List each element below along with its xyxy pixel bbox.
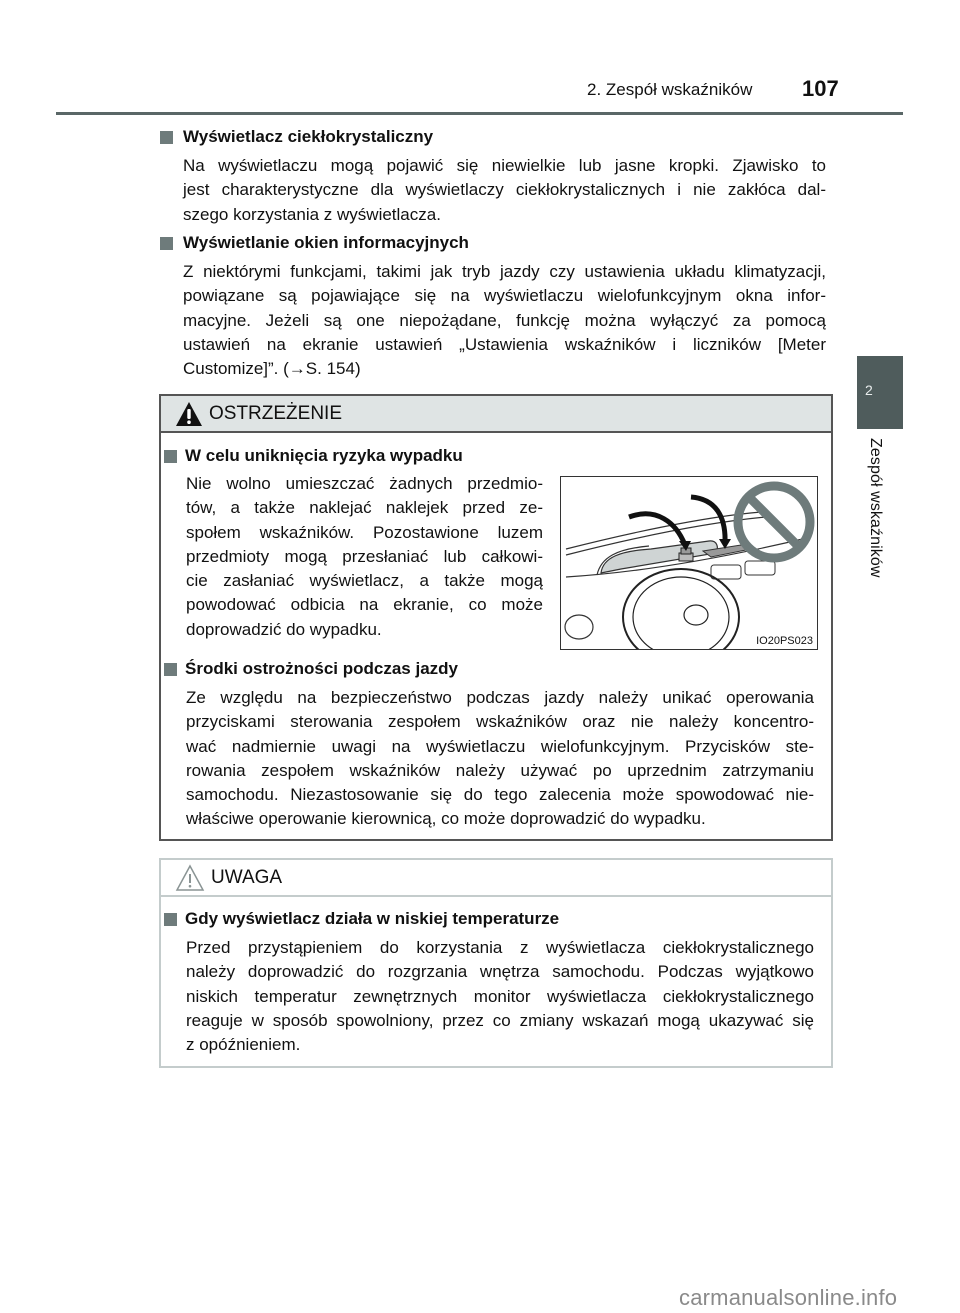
text-line: ustawień na ekranie ustawień „Ustawienia wskaźników i liczników [Meter bbox=[183, 334, 826, 354]
warning-item-heading-text: Środki ostrożności podczas jazdy bbox=[185, 659, 459, 678]
text-line: doprowadzić do wypadku. bbox=[186, 619, 382, 639]
text-line: należy doprowadzić do rozgrzania wnętrza samochodu. Podczas wyjątkowo bbox=[186, 962, 814, 982]
chapter-title: 2. Zespół wskaźników bbox=[587, 80, 753, 99]
page-reference-link[interactable]: Customize]”. (→S. 154) bbox=[183, 359, 361, 379]
figure-code: IO20PS023 bbox=[756, 635, 813, 647]
text-line: samochodu. Niezastosowanie się do tego zalecenia może spowodować nie- bbox=[186, 785, 814, 805]
text-line: wać nadmiernie uwagi na wyświetlaczu wielofunkcyjnym. Przycisków ste- bbox=[186, 736, 814, 756]
warning-triangle-filled-icon bbox=[175, 401, 203, 427]
square-bullet-icon bbox=[160, 237, 173, 250]
text-line: niskich temperatur zewnętrznych monitor wyświetlacza ciekłokrystalicznego bbox=[186, 986, 814, 1006]
caution-box-header bbox=[161, 860, 831, 897]
section-heading-text: Wyświetlacz ciekłokrystaliczny bbox=[183, 127, 434, 146]
section-heading-text: Wyświetlanie okien informacyjnych bbox=[183, 233, 469, 252]
chapter-tab[interactable] bbox=[857, 356, 903, 429]
text-line: macyjne. Jeżeli są one niepożądane, funkcję można wyłączyć za pomocą bbox=[183, 310, 826, 330]
section-body-lcd bbox=[183, 154, 826, 227]
page-number: 107 bbox=[802, 76, 839, 101]
warning-item-body bbox=[186, 472, 543, 642]
text-line: rowania zespołem wskaźników należy używać po uprzednim zatrzymaniu bbox=[186, 760, 814, 780]
text-line: z opóźnieniem. bbox=[186, 1035, 301, 1055]
warning-item-body bbox=[186, 686, 814, 832]
caution-item-body bbox=[186, 936, 814, 1057]
caution-box-title: UWAGA bbox=[211, 866, 283, 888]
dashboard-drawing-icon bbox=[561, 477, 818, 650]
text-line: społem wskaźników. Pozostawione luzem bbox=[186, 522, 543, 542]
square-bullet-icon bbox=[164, 450, 177, 463]
text-line: tów, a także naklejać naklejek przed ze- bbox=[186, 498, 543, 518]
chapter-tab-number: 2 bbox=[865, 382, 873, 398]
section-heading-lcd bbox=[160, 127, 433, 147]
warning-item-heading bbox=[164, 659, 458, 679]
warning-item-heading bbox=[164, 446, 463, 466]
warning-box-title: OSTRZEŻENIE bbox=[209, 402, 343, 424]
text-line: reaguje w sposób spowolniony, przez co zmiany wskazań mogą ukazywać się bbox=[186, 1010, 814, 1030]
text-line: przyciskami sterowania zespołem wskaźników oraz nie należy koncentro- bbox=[186, 712, 814, 732]
text-line: szego korzystania z wyświetlacza. bbox=[183, 204, 441, 224]
watermark: carmanualsonline.info bbox=[679, 1285, 898, 1310]
text-line: Nie wolno umieszczać żadnych przedmio- bbox=[186, 474, 543, 493]
text-line: właściwe operowanie kierownicą, co może doprowadzić do wypadku. bbox=[186, 809, 706, 829]
warning-box-header bbox=[161, 396, 831, 433]
warning-item-heading-text: W celu uniknięcia ryzyka wypadku bbox=[185, 446, 463, 465]
text-line: Na wyświetlaczu mogą pojawić się niewielkie lub jasne kropki. Zjawisko to bbox=[183, 156, 826, 175]
square-bullet-icon bbox=[164, 663, 177, 676]
text-line: powodować odbicia na ekranie, co może bbox=[186, 595, 543, 615]
text-line: Przed przystąpieniem do korzystania z wyświetlacza ciekłokrystalicznego bbox=[186, 938, 814, 957]
caution-item-heading bbox=[164, 909, 559, 929]
caution-triangle-outline-icon bbox=[175, 864, 205, 892]
section-heading-info-windows bbox=[160, 233, 469, 253]
square-bullet-icon bbox=[160, 131, 173, 144]
text-line: powiązane są pojawiające się na wyświetlaczu wielofunkcyjnym okna infor- bbox=[183, 286, 826, 306]
text-line: cie zasłaniać wyświetlacz, a także mogą bbox=[186, 571, 543, 591]
text-line: Z niektórymi funkcjami, takimi jak tryb jazdy czy ustawienia układu klimatyzacji, bbox=[183, 262, 826, 281]
caution-item-heading-text: Gdy wyświetlacz działa w niskiej temperaturze bbox=[185, 909, 560, 928]
text-line: jest charakterystyczne dla wyświetlaczy ciekłokrystalicznych i nie zakłóca dal- bbox=[183, 180, 826, 200]
square-bullet-icon bbox=[164, 913, 177, 926]
section-body-info-windows bbox=[183, 260, 826, 381]
text-line: przedmioty mogą przesłaniać lub całkowi- bbox=[186, 546, 543, 566]
chapter-tab-label: Zespół wskaźników bbox=[867, 438, 884, 578]
text-line: Ze względu na bezpieczeństwo podczas jazdy należy unikać operowania bbox=[186, 688, 814, 707]
dashboard-illustration bbox=[560, 476, 818, 650]
header-divider bbox=[56, 112, 903, 115]
